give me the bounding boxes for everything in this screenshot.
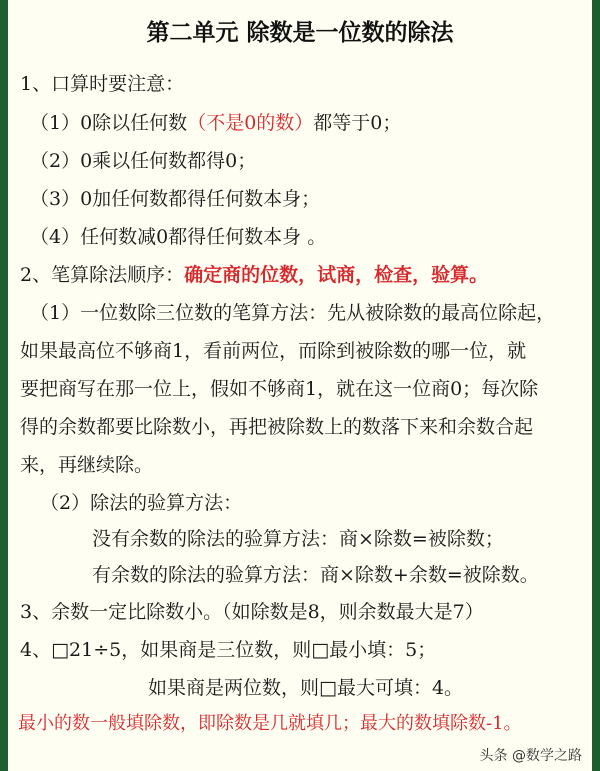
section-2-para-line-1: （1）一位数除三位数的笔算方法：先从被除数的最高位除起，: [30, 302, 556, 324]
item-1-text: （1）0除以任何数: [30, 112, 188, 134]
section-2-para-line-5: 来，再继续除。: [20, 454, 154, 476]
watermark: 头条 @数学之路: [479, 748, 582, 764]
section-1-heading: 1、口算时要注意：: [20, 73, 185, 95]
section-1-item-1: [30, 111, 401, 135]
document-page: [8, 0, 592, 771]
section-2-steps: 确定商的位数，试商，检查，验算。: [184, 264, 489, 286]
check-method-no-remainder: 没有余数的除法的验算方法：商×除数=被除数；: [92, 528, 504, 550]
check-method-with-remainder: 有余数的除法的验算方法：商×除数+余数=被除数。: [92, 564, 539, 586]
section-2-para-line-4: 得的余数都要比除数小，再把被除数上的数落下来和余数合起: [20, 416, 534, 438]
section-3-text: 3、余数一定比除数小。（如除数是8，则余数最大是7）: [20, 601, 484, 623]
section-1-item-4: （4）任何数减0都得任何数本身 。: [30, 226, 327, 248]
page-title: 第二单元 除数是一位数的除法: [146, 20, 454, 46]
section-2-heading-text: 2、笔算除法顺序：: [20, 264, 185, 286]
section-2-heading: [20, 263, 488, 287]
section-1-item-2: （2）0乘以任何数都得0；: [30, 150, 257, 172]
section-2-para-line-3: 要把商写在那一位上，假如不够商1，就在这一位商0；每次除: [20, 378, 539, 400]
section-4-line-2: 如果商是两位数，则□最大可填：4。: [148, 677, 464, 699]
item-1-note: （不是0的数）: [187, 112, 314, 134]
section-2-para-line-2: 如果最高位不够商1，看前两位，而除到被除数的哪一位，就: [20, 340, 527, 362]
summary-red: 最小的数一般填除数，即除数是几就填几；最大的数填除数-1。: [18, 713, 522, 734]
item-1-text-end: 都等于0；: [313, 112, 402, 134]
section-1-item-3: （3）0加任何数都得任何数本身；: [30, 188, 321, 210]
section-2-check-heading: （2）除法的验算方法：: [40, 492, 243, 514]
section-4-line-1: 4、□21÷5，如果商是三位数，则□最小填：5；: [20, 639, 437, 661]
